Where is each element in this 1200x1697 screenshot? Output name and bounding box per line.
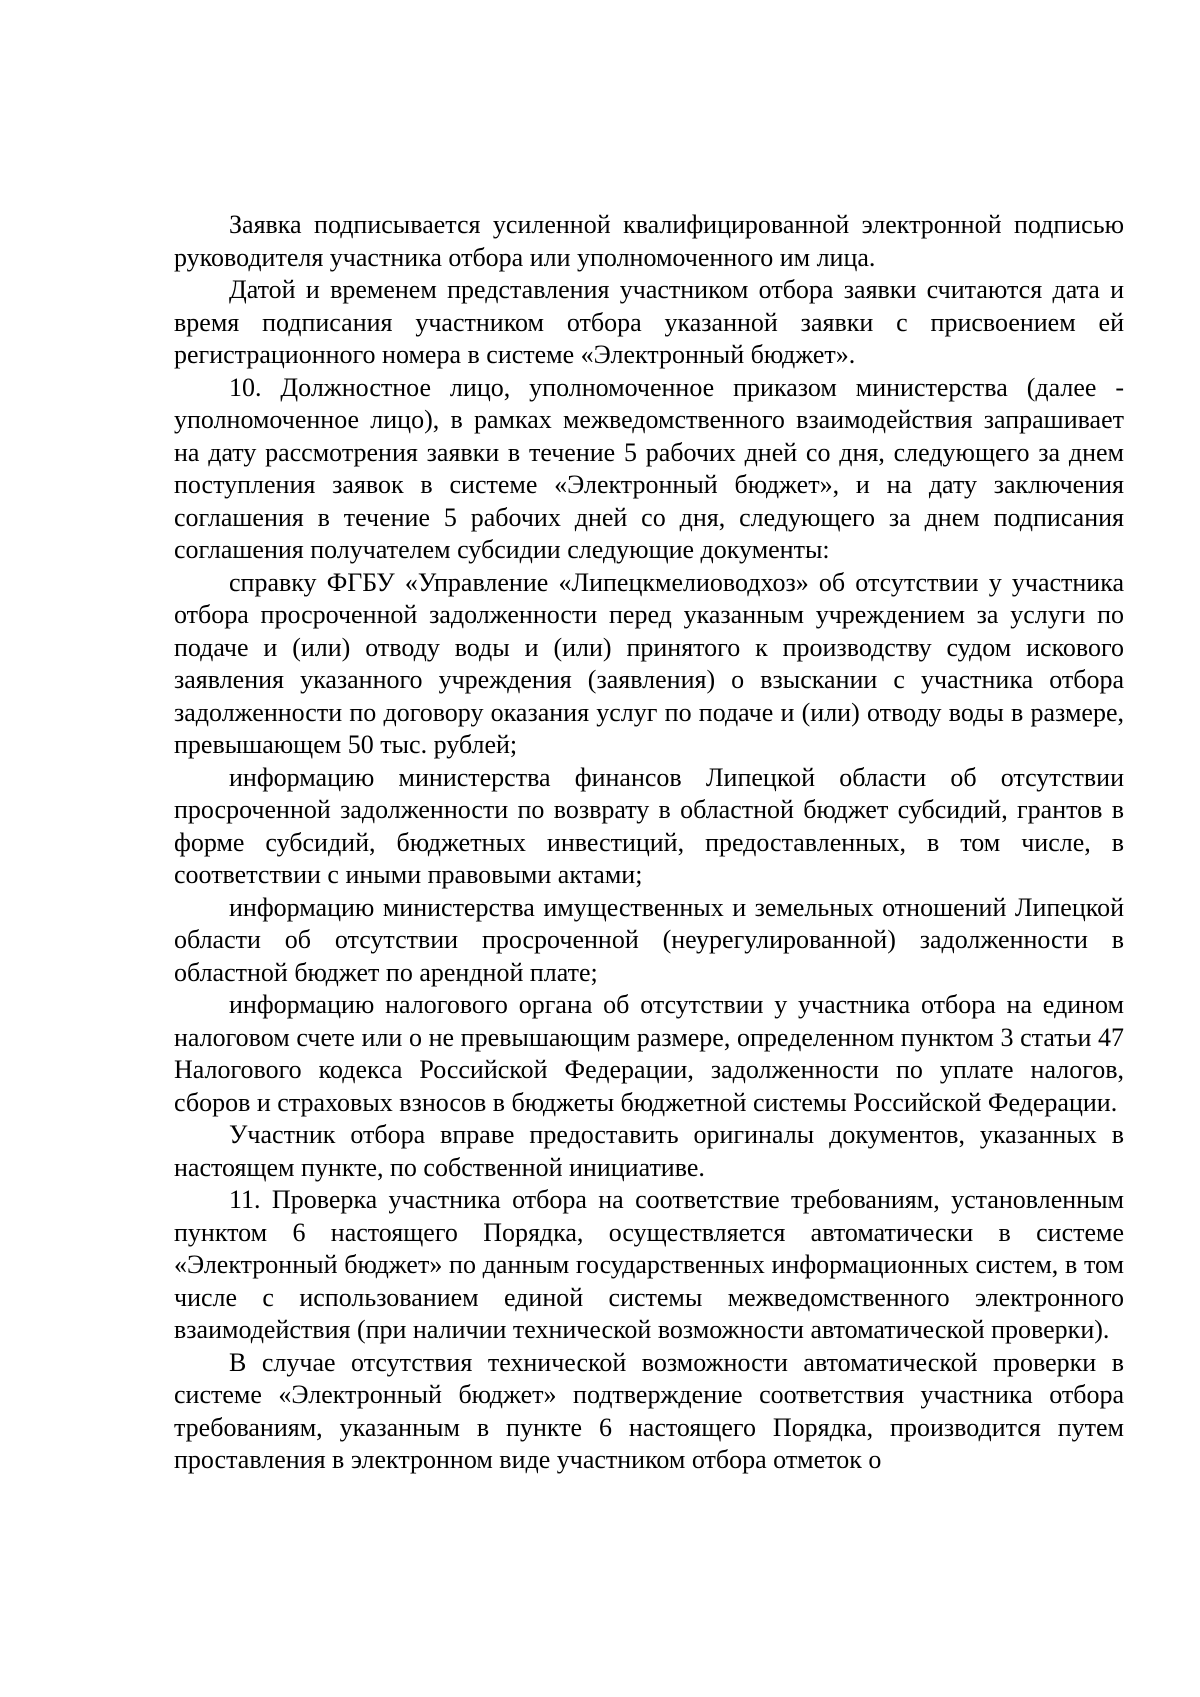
paragraph-no-technical-possibility: В случае отсутствия технической возможности автоматической проверки в системе «Электронный бюджет» подтверждение соответствия участника отбора требованиям, указанным в пункте 6 настоящего Порядка, производится путем проставления в электронном виде участником отбора отметок о [174, 1347, 1124, 1474]
paragraph-certificate-fgbu: справку ФГБУ «Управление «Липецкмелиоводхоз» об отсутствии у участника отбора просроченной задолженности перед указанным учреждением за услуги по подаче и (или) отводу воды и (или) принятого к производству судом искового заявления указанного учреждения (заявления) о взыскании с участника отбора задолженности по договору оказания услуг по подаче и (или) отводу воды в размере, превышающем 50 тыс. рублей; [174, 567, 1124, 759]
paragraph-info-finance-ministry: информацию министерства финансов Липецкой области об отсутствии просроченной задолженности по возврату в областной бюджет субсидий, грантов в форме субсидий, бюджетных инвестиций, предоставленных, в том числе, в соответствии с иными правовыми актами; [174, 762, 1124, 889]
document-body [174, 209, 1124, 1477]
paragraph-item-11: 11. Проверка участника отбора на соответствие требованиям, установленным пунктом 6 настоящего Порядка, осуществляется автоматически в системе «Электронный бюджет» по данным государственных информационных систем, в том числе с использованием единой системы межведомственного электронного взаимодействия (при наличии технической возможности автоматической проверки). [174, 1185, 1124, 1344]
paragraph-signature: Заявка подписывается усиленной квалифицированной электронной подписью руководителя участника отбора или уполномоченного им лица. [174, 210, 1124, 272]
paragraph-originals-right: Участник отбора вправе предоставить оригиналы документов, указанных в настоящем пункте, по собственной инициативе. [174, 1120, 1124, 1182]
paragraph-submission-date: Датой и временем представления участником отбора заявки считаются дата и время подписания участником отбора указанной заявки с присвоением ей регистрационного номера в системе «Электронный бюджет». [174, 275, 1124, 369]
paragraph-item-10: 10. Должностное лицо, уполномоченное приказом министерства (далее - уполномоченное лицо), в рамках межведомственного взаимодействия запрашивает на дату рассмотрения заявки в течение 5 рабочих дней со дня, следующего за днем поступления заявок в системе «Электронный бюджет», и на дату заключения соглашения в течение 5 рабочих дней со дня, следующего за днем подписания соглашения получателем субсидии следующие документы: [174, 372, 1124, 564]
paragraph-info-tax-authority: информацию налогового органа об отсутствии у участника отбора на едином налоговом счете или о не превышающим размере, определенном пунктом 3 статьи 47 Налогового кодекса Российской Федерации, задолженности по уплате налогов, сборов и страховых взносов в бюджеты бюджетной системы Российской Федерации. [174, 990, 1124, 1117]
paragraph-info-property-ministry: информацию министерства имущественных и земельных отношений Липецкой области об отсутствии просроченной (неурегулированной) задолженности в областной бюджет по арендной плате; [174, 892, 1124, 987]
